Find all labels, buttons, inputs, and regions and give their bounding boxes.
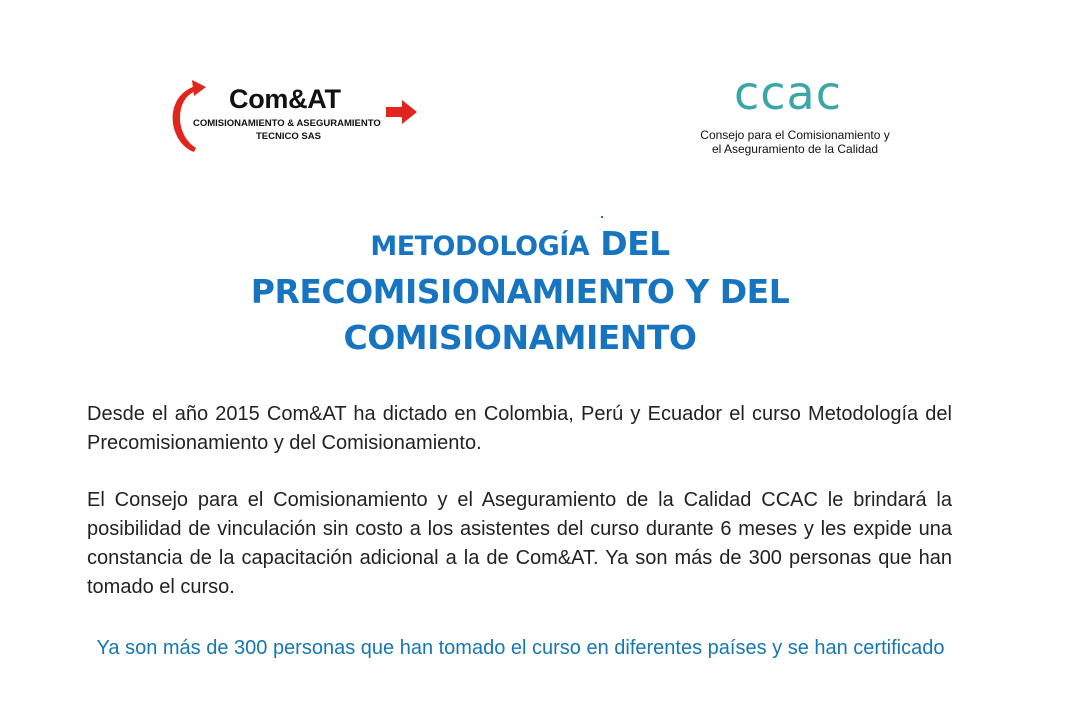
right-arrow-icon [386, 100, 418, 124]
ccac-tagline-1: Consejo para el Comisionamiento y [700, 128, 890, 142]
ccac-tagline-2: el Aseguramiento de la Calidad [711, 142, 879, 156]
page-title [0, 222, 1040, 361]
title-line-1 [0, 222, 1040, 269]
paragraph-2: El Consejo para el Comisionamiento y el Aseguramiento de la Calidad CCAC le brindará la posibilidad de vinculación sin costo a los asistentes del curso durante 6 meses y les expide una constancia de la capacitación adicional a la de Com&AT. Ya son más de 300 personas que han tomado el curso. [87, 489, 952, 598]
title-line-1-part-2: DEL [600, 224, 670, 263]
ccac-logo [680, 66, 910, 166]
ccac-tagline [680, 128, 910, 156]
comat-subtitle-2: TECNICO SAS [256, 131, 321, 142]
decorative-dot [601, 216, 603, 218]
body-text [87, 400, 952, 630]
ccac-mark: ccac [733, 66, 843, 120]
title-line-3: COMISIONAMIENTO [343, 318, 697, 357]
paragraph-1: Desde el año 2015 Com&AT ha dictado en Colombia, Perú y Ecuador el curso Metodología del Precomisionamiento y del Comisionamiento. [87, 403, 952, 454]
curved-arrow-icon [168, 78, 208, 154]
comat-logo [168, 78, 428, 156]
title-line-1-part-1: METODOLOGÍA [370, 231, 590, 262]
comat-name: Com&AT [229, 84, 341, 114]
highlight-text: Ya son más de 300 personas que han tomado el curso en diferentes países y se han certificado [96, 637, 945, 659]
comat-subtitle-1: COMISIONAMIENTO & ASEGURAMIENTO [193, 118, 381, 129]
title-line-2: PRECOMISIONAMIENTO Y DEL [250, 272, 790, 311]
